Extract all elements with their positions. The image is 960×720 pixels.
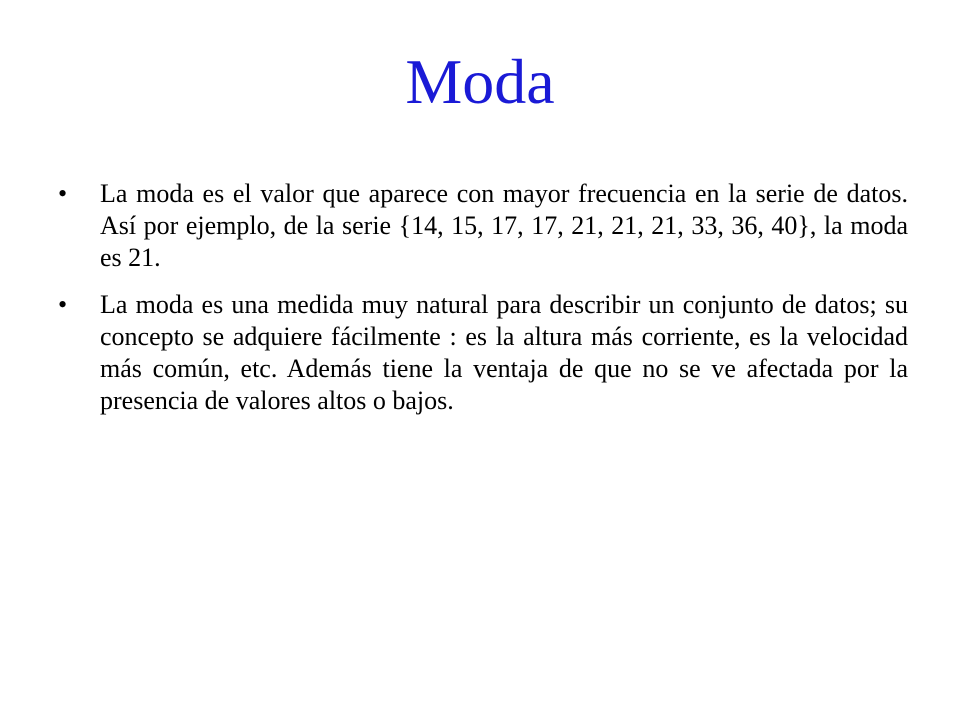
slide-title: Moda — [405, 46, 555, 117]
bullet-dot-icon: • — [58, 179, 68, 208]
bullet-text: La moda es una medida muy natural para describir un conjunto de datos; su concepto se adquiere fácilmente : es la altura más corriente, es la velocidad más común, etc. Además tiene la ventaja de que no se ve afectada por la presencia de valores altos o bajos. — [100, 290, 908, 415]
bullet-item — [58, 178, 908, 274]
bullet-list — [58, 178, 908, 432]
bullet-text: La moda es el valor que aparece con mayor frecuencia en la serie de datos. Así por ejemplo, de la serie {14, 15, 17, 17, 21, 21, 21, 33, 36, 40}, la moda es 21. — [100, 179, 908, 272]
bullet-item — [58, 289, 908, 417]
bullet-dot-icon: • — [58, 290, 68, 319]
